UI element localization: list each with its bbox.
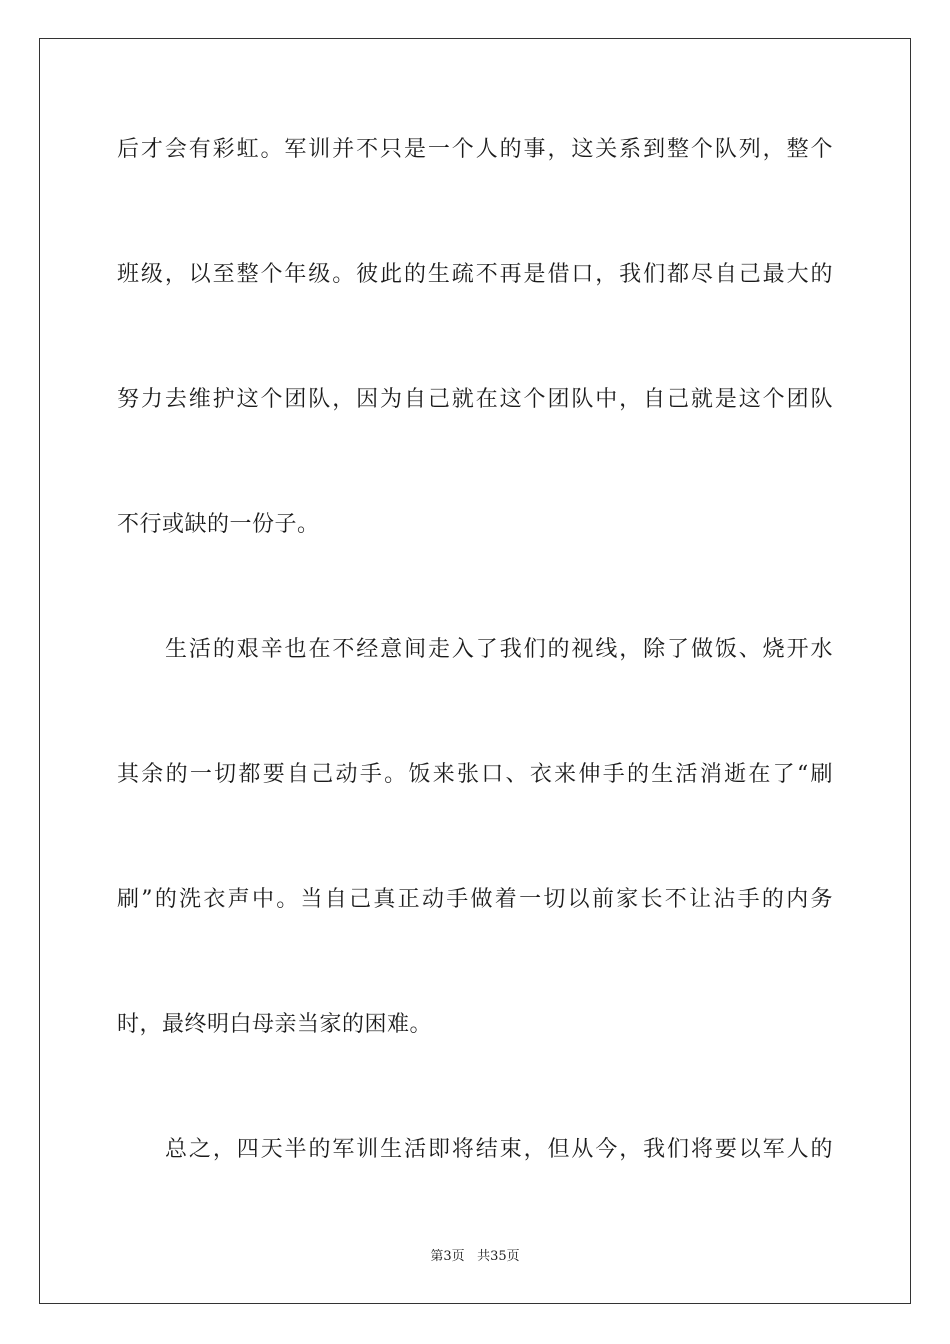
paragraph-line: 刷”的洗衣声中。当自己真正动手做着一切以前家长不让沾手的内务 — [117, 887, 833, 912]
paragraph-line: 生活的艰辛也在不经意间走入了我们的视线，除了做饭、烧开水 — [165, 637, 833, 662]
paragraph-line: 总之，四天半的军训生活即将结束，但从今，我们将要以军人的 — [165, 1137, 833, 1162]
page-total: 共35页 — [477, 1249, 520, 1264]
paragraph-line: 时，最终明白母亲当家的困难。 — [117, 1012, 433, 1037]
page-footer — [0, 1248, 950, 1266]
page-border — [39, 38, 911, 1304]
paragraph-line: 其余的一切都要自己动手。饭来张口、衣来伸手的生活消逝在了“刷 — [117, 762, 833, 787]
paragraph-line: 后才会有彩虹。军训并不只是一个人的事，这关系到整个队列，整个 — [117, 137, 833, 162]
page-number: 第3页 — [430, 1249, 465, 1264]
paragraph-line: 不行或缺的一份子。 — [117, 512, 320, 537]
paragraph-line: 班级，以至整个年级。彼此的生疏不再是借口，我们都尽自己最大的 — [117, 262, 833, 287]
paragraph-line: 努力去维护这个团队，因为自己就在这个团队中，自己就是这个团队 — [117, 387, 833, 412]
